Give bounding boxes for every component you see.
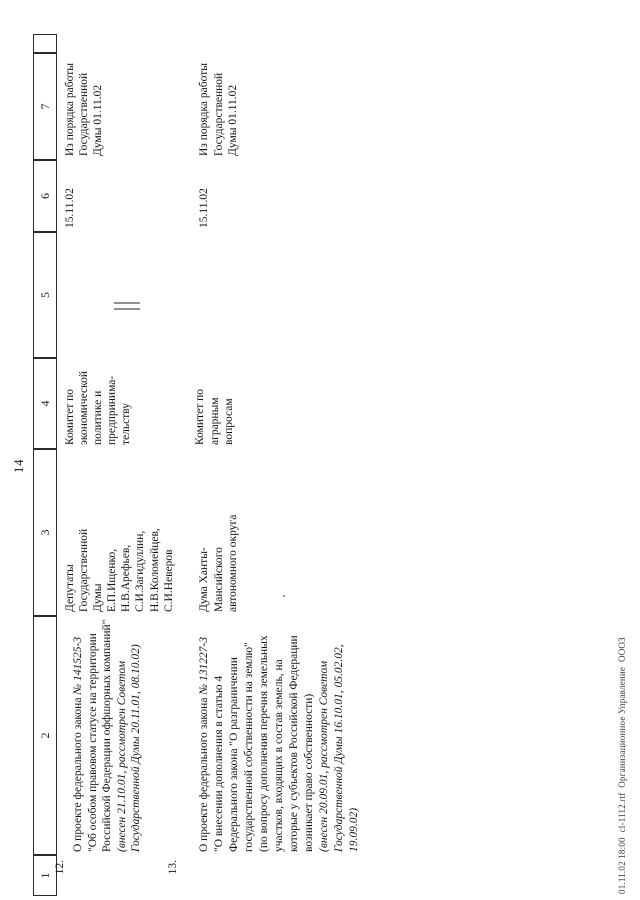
text-line: Комитет по xyxy=(194,389,206,445)
text-line: аграрным xyxy=(208,397,221,445)
row-number: 12. xyxy=(54,860,66,875)
scan-artifact-speck xyxy=(283,595,285,597)
committee-cell xyxy=(63,371,133,445)
text-line xyxy=(332,635,347,852)
text-run: "О внесении дополнения в статью 4 xyxy=(213,675,225,852)
text-line: тельству xyxy=(120,402,133,445)
text-run: О проекте федерального закона xyxy=(72,694,84,852)
text-line: вопросам xyxy=(223,398,235,445)
italic-run: Государственной Думы 16.10.01, 05.02.02, xyxy=(333,644,345,852)
text-line: С.И.Неверов xyxy=(162,549,175,612)
column-header-3: 3 xyxy=(33,449,57,616)
text-line xyxy=(302,635,317,852)
text-line: Н.В.Арефьев, xyxy=(120,544,133,612)
text-line xyxy=(100,620,115,852)
text-line xyxy=(212,635,227,852)
italic-run: (внесен 20.09.01, рассмотрен Советом xyxy=(318,660,330,852)
column-header-2: 2 xyxy=(33,616,57,855)
column-header-7: 7 xyxy=(33,53,57,160)
text-line: Думы xyxy=(92,583,105,612)
text-line xyxy=(287,635,302,852)
inclusion-basis-cell xyxy=(197,63,241,156)
text-line: Дума Ханты- xyxy=(198,547,210,612)
column-header-6: 6 xyxy=(33,160,57,232)
italic-run: Государственной Думы 20.11.01, 08.10.02) xyxy=(130,644,142,852)
text-line: Комитет по xyxy=(64,389,76,445)
text-line xyxy=(129,620,144,852)
text-line xyxy=(347,635,362,852)
text-line xyxy=(115,620,130,852)
page-number: 14 xyxy=(12,458,26,473)
text-line: экономической xyxy=(78,371,91,445)
text-run: Российской Федерации оффшорных компаний" xyxy=(101,619,113,852)
text-line: Н.В.Коломейцев, xyxy=(148,528,161,612)
italic-run: № 141525-3 xyxy=(72,636,84,695)
text-line: Государственной xyxy=(78,528,91,612)
text-line: Из порядка работы xyxy=(64,63,76,156)
text-line xyxy=(227,635,242,852)
text-run: возникает право собственности) xyxy=(303,693,315,852)
row-number: 13. xyxy=(167,860,179,875)
text-run: "Об особом правовом статусе на территории xyxy=(86,633,99,852)
text-line: автономного округа xyxy=(227,514,239,612)
column-header-1: 1 xyxy=(33,855,57,896)
text-line: политике и xyxy=(92,390,105,445)
bill-title-cell xyxy=(197,635,362,852)
text-line xyxy=(272,635,287,852)
italic-run: № 131227-3 xyxy=(198,636,210,695)
text-line xyxy=(242,635,257,852)
column-header-empty xyxy=(33,34,57,53)
initiator-cell xyxy=(63,528,176,612)
text-line: Думы 01.11.02 xyxy=(227,84,239,156)
scan-artifact-smear xyxy=(114,300,140,310)
consideration-date-cell xyxy=(197,188,212,228)
text-line: Государственной xyxy=(212,72,225,156)
text-line: Мансийского xyxy=(212,547,225,612)
text-line: предпринима- xyxy=(106,375,119,445)
text-line: Из порядка работы xyxy=(198,63,210,156)
italic-run: (внесен 21.10.01, рассмотрен Советом xyxy=(115,660,128,852)
text-run: Федерального закона "О разграничении xyxy=(228,657,240,852)
text-line: С.И.Загидуллин, xyxy=(134,530,147,612)
text-line xyxy=(71,620,86,852)
text-line: Думы 01.11.02 xyxy=(92,84,105,156)
footer-note: 01.11.02 18:00 cl-1112.rtf Организационное Управление ОООЗ xyxy=(617,637,627,894)
text-line: 15.11.02 xyxy=(198,188,210,228)
column-header-4: 4 xyxy=(33,358,57,449)
text-run: государственной собственности на землю" xyxy=(243,642,255,852)
text-line xyxy=(317,635,332,852)
inclusion-basis-cell xyxy=(63,63,105,156)
column-header-5: 5 xyxy=(33,232,57,358)
initiator-cell xyxy=(197,515,241,612)
text-line: 15.11.02 xyxy=(64,188,76,228)
text-line: Государственной xyxy=(78,72,91,156)
text-run: (по вопросу дополнения перечня земельных xyxy=(258,635,270,852)
text-run: О проекте федерального закона xyxy=(198,694,210,852)
text-run: которые у субъектов Российской Федерации xyxy=(288,635,300,852)
text-line: Депутаты xyxy=(64,564,76,612)
bill-title-cell xyxy=(71,620,144,852)
committee-cell xyxy=(193,389,237,445)
text-line xyxy=(86,620,101,852)
italic-run: 19.09.02) xyxy=(348,807,360,852)
text-line: Е.П.Ищенко, xyxy=(106,548,119,612)
text-line xyxy=(197,635,212,852)
text-line xyxy=(257,635,272,852)
text-run: участков, входящих в состав земель, на xyxy=(273,659,285,852)
consideration-date-cell xyxy=(63,188,77,228)
